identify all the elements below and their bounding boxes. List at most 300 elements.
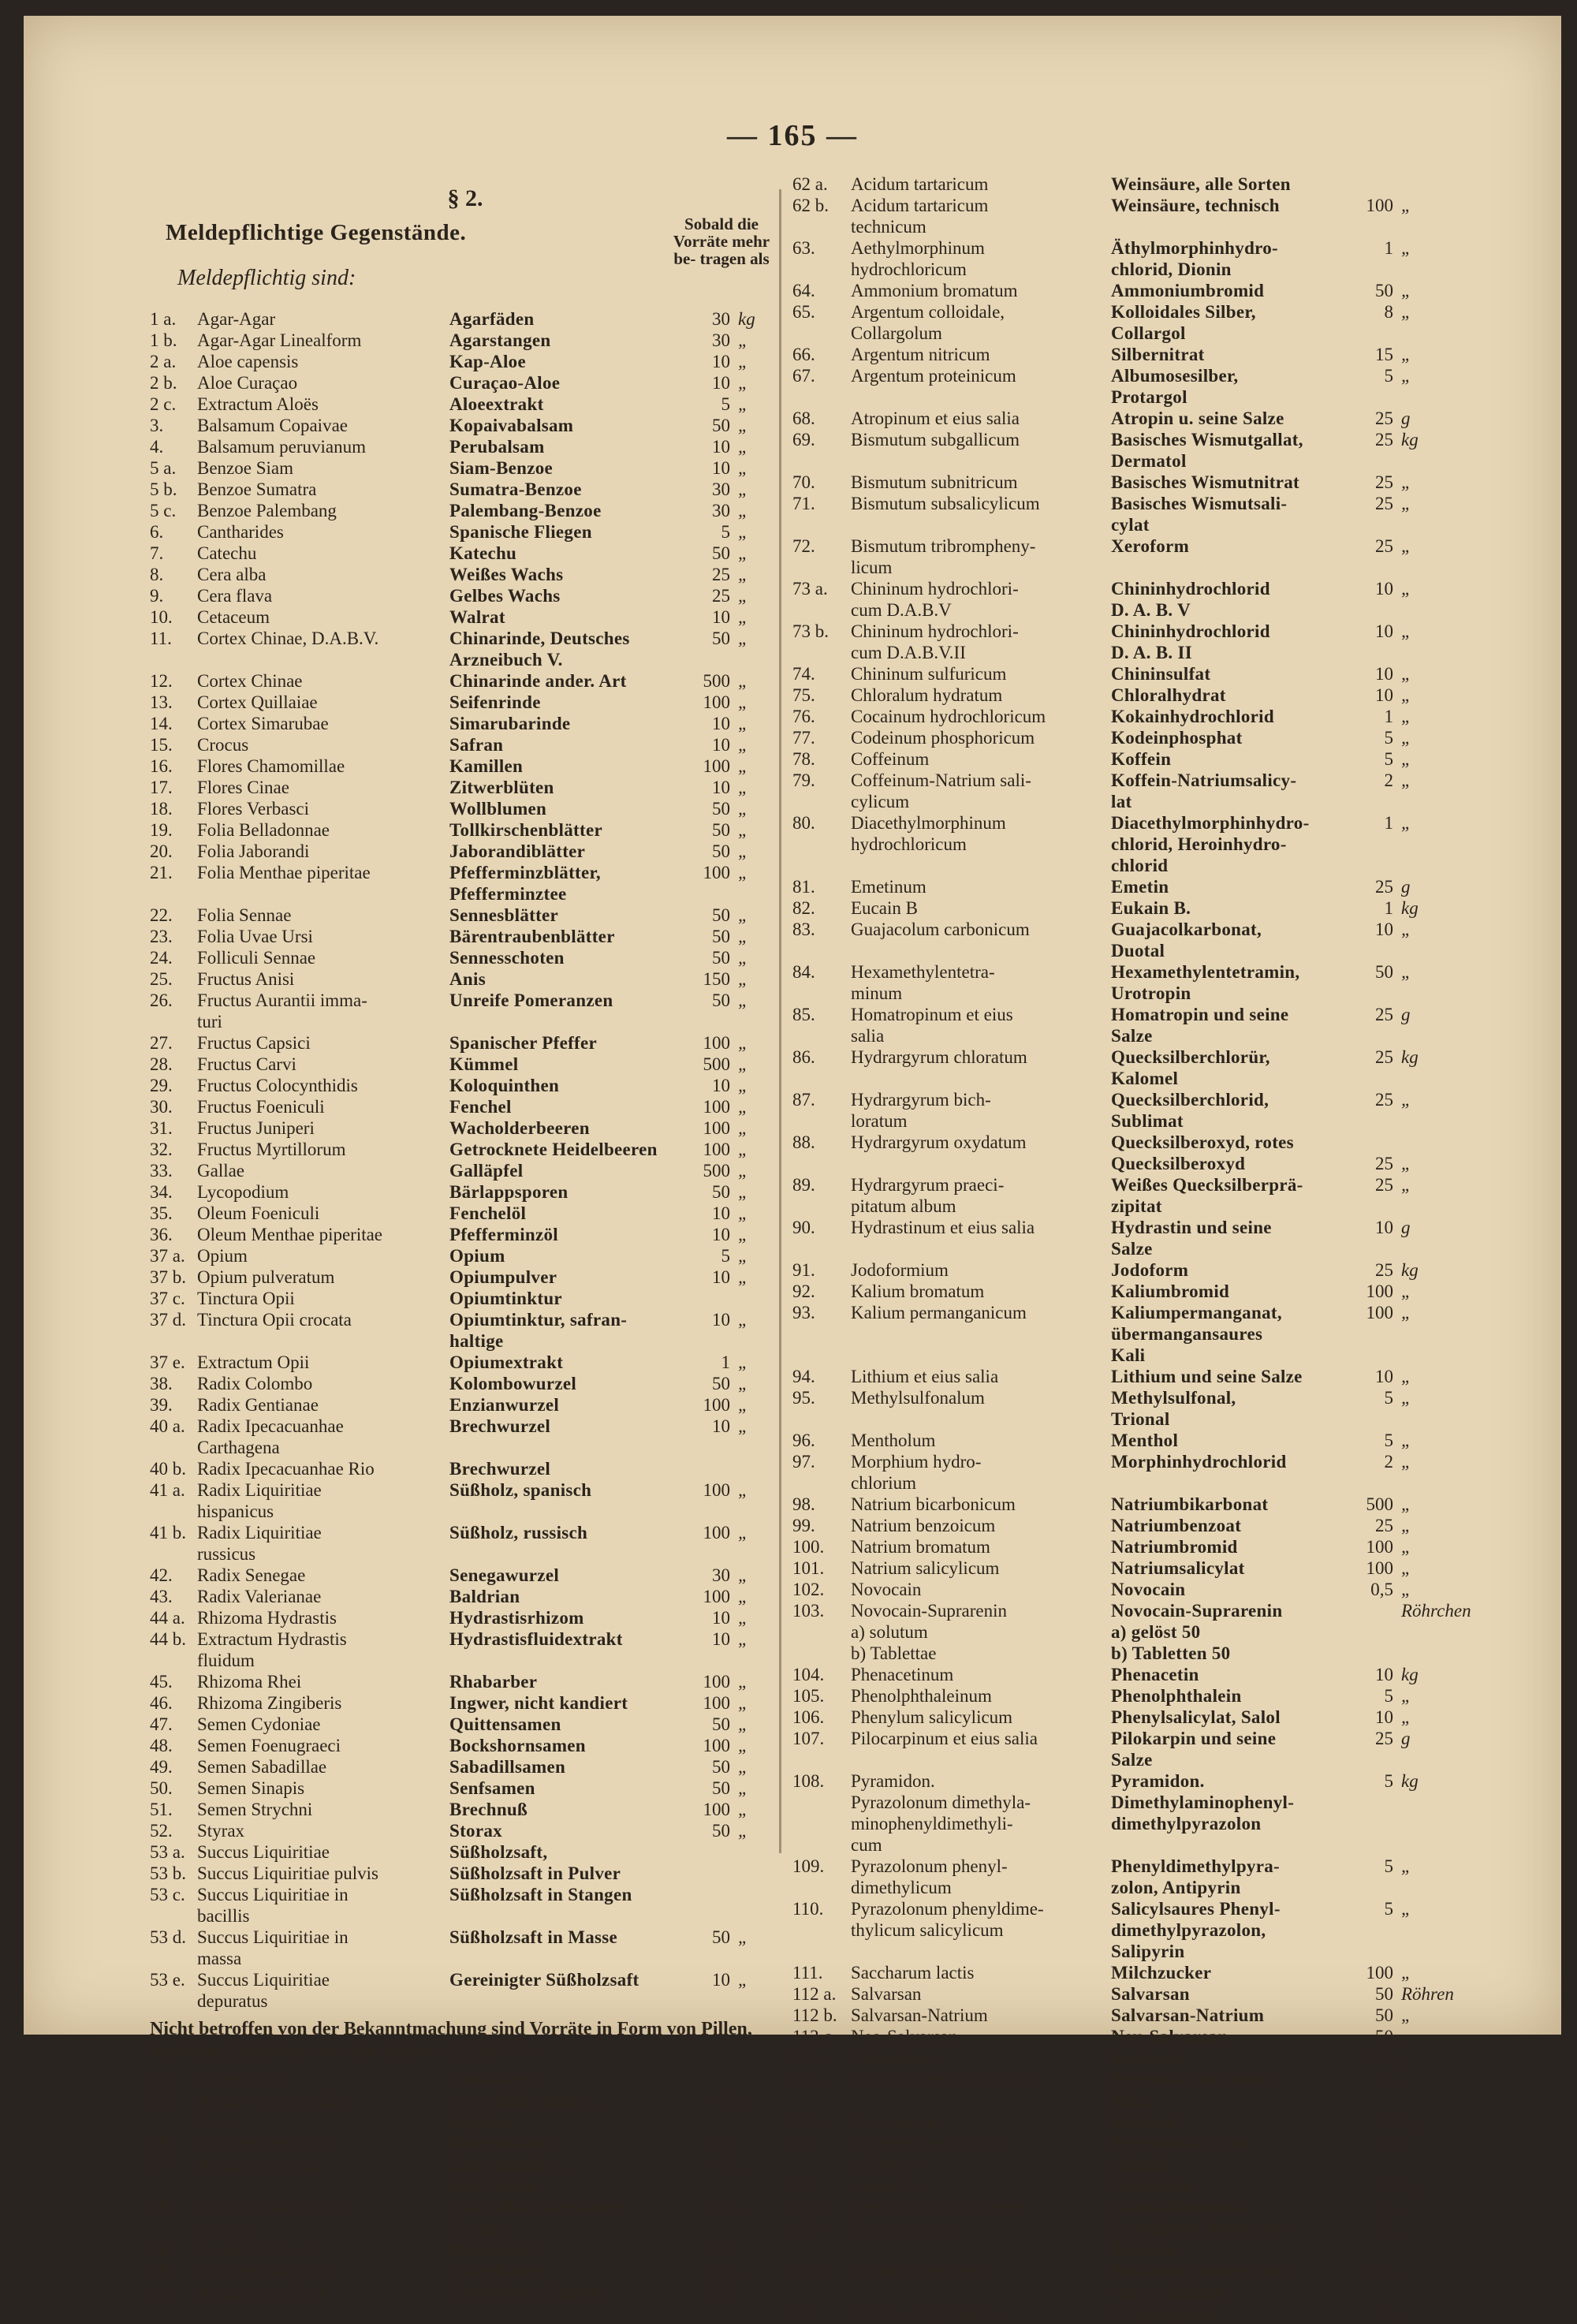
entry-row xyxy=(150,628,781,670)
entry-latin-name: Hydrargyrum praeci- pitatum album xyxy=(851,1175,1005,1216)
entry-row xyxy=(792,2047,1439,2068)
entry-german-name: Spanischer Pfeffer xyxy=(449,1033,598,1053)
entry-quantity: 5 xyxy=(1384,1388,1393,1408)
entry-latin-name: Emetinum xyxy=(851,877,926,897)
entry-unit: g xyxy=(1401,2133,1411,2153)
entry-number: 92. xyxy=(792,1281,815,1301)
section-mark: § 2. xyxy=(447,185,483,211)
entry-row xyxy=(792,1451,1439,1494)
entry-number: 110. xyxy=(792,1899,824,1919)
entry-row xyxy=(150,330,781,351)
entry-row xyxy=(792,1217,1439,1259)
entry-german-name: Quecksilberchlorid, Sublimat xyxy=(1111,1090,1269,1131)
entry-number: 60. xyxy=(150,2261,173,2281)
entry-unit: „ xyxy=(738,735,748,755)
entry-unit: „ xyxy=(1401,1175,1411,1195)
entry-number: 89. xyxy=(792,1175,815,1195)
entry-latin-name: Coffeinum-Natrium sali- cylicum xyxy=(851,770,1031,811)
entry-row xyxy=(792,429,1439,472)
entry-row xyxy=(150,564,781,585)
entry-unit: „ xyxy=(1401,707,1411,726)
entry-number: 81. xyxy=(792,877,815,897)
entry-row xyxy=(150,1565,781,1586)
entry-german-name: Tollkirschenblätter xyxy=(449,820,602,840)
entry-unit: „ xyxy=(1401,920,1411,939)
entry-quantity: 50 xyxy=(712,820,730,840)
entry-german-name: Benzoesäure xyxy=(449,2133,550,2153)
entry-number: 112 b. xyxy=(792,2005,837,2025)
entry-quantity: 1 xyxy=(721,1352,730,1372)
entry-latin-name: Catechu xyxy=(197,543,257,563)
entry-unit: „ xyxy=(1401,1431,1411,1450)
entry-number: 119. xyxy=(792,2218,824,2238)
entry-latin-name: Hydrargyrum chloratum xyxy=(851,1047,1027,1067)
entry-unit: Röhrchen xyxy=(1401,1601,1471,1621)
entry-unit: „ xyxy=(1401,1537,1411,1557)
entry-unit: „ xyxy=(1401,238,1411,258)
document-page xyxy=(24,16,1561,2323)
entry-quantity: 10 xyxy=(1375,2133,1393,2153)
entry-unit: „ xyxy=(738,607,748,627)
entry-latin-name: Hexamethylentetra- minum xyxy=(851,962,995,1003)
entry-german-name: Kokainhydrochlorid xyxy=(1111,707,1274,726)
entry-quantity: 50 xyxy=(712,799,730,819)
entry-number: 44 a. xyxy=(150,1608,185,1628)
entry-german-name: Diacethylmorphinhydro- chlorid, Heroinhydro- chlorid xyxy=(1111,813,1310,875)
entry-german-name: Weinsäure, technisch xyxy=(1111,196,1280,215)
entry-latin-name: Acidum salicylicum xyxy=(197,2261,344,2281)
entry-number: 26. xyxy=(150,990,173,1010)
entry-number: 91. xyxy=(792,1260,815,1280)
entry-german-name: Quecksilberoxyd, rotes xyxy=(1111,1132,1294,1152)
entry-unit: g xyxy=(1401,2048,1411,2068)
entry-german-name: Basisches Wismutnitrat xyxy=(1111,472,1299,492)
entry-latin-name: Tartarus depuratus xyxy=(851,2261,986,2281)
entry-german-name: Fenchelöl xyxy=(449,1203,527,1223)
entry-latin-name: Semen Foenugraeci xyxy=(197,1736,341,1755)
entry-row xyxy=(792,1132,1439,1153)
entry-quantity: 25 xyxy=(1375,877,1393,897)
entry-latin-name: Cortex Chinae, D.A.B.V. xyxy=(197,629,379,648)
entry-number: 32. xyxy=(150,1140,173,1159)
entry-unit: „ xyxy=(738,586,748,606)
entry-number: 23. xyxy=(150,927,173,946)
entry-unit: kg xyxy=(1401,1665,1419,1684)
entry-unit: „ xyxy=(1401,2197,1411,2217)
entry-unit: kg xyxy=(1401,1260,1419,1280)
entry-latin-name: Pilocarpinum et eius salia xyxy=(851,1729,1038,1748)
entry-unit: „ xyxy=(1401,2303,1411,2323)
entry-row xyxy=(150,2132,781,2154)
entry-german-name: Basisches Wismutsali- cylat xyxy=(1111,494,1288,535)
entry-row xyxy=(150,1160,781,1181)
entry-quantity: 5 xyxy=(721,394,730,414)
entry-unit: „ xyxy=(1401,813,1411,833)
entry-german-name: Quittensamen xyxy=(449,1714,561,1734)
entry-german-name: Sennesblätter xyxy=(449,905,559,925)
entry-quantity: 50 xyxy=(712,1778,730,1798)
entry-german-name: Süßholz, russisch xyxy=(449,1523,588,1542)
entry-latin-name: Guajacolum carbonicum xyxy=(851,920,1030,939)
entry-unit: „ xyxy=(1401,1154,1411,1173)
entry-german-name: Phenylsalicylat, Salol xyxy=(1111,1707,1281,1727)
entry-german-name: Salicylsäure xyxy=(449,2261,546,2281)
entry-latin-name: Cocainum hydrochloricum xyxy=(851,707,1046,726)
entry-latin-name: Fructus Myrtillorum xyxy=(197,1140,346,1159)
entry-quantity: 25 xyxy=(712,565,730,584)
entry-german-name: Palembang-Benzoe xyxy=(449,501,602,520)
entry-row xyxy=(792,1302,1439,1366)
entry-quantity: 15 xyxy=(1375,345,1393,364)
entry-row xyxy=(150,585,781,606)
entry-unit: „ xyxy=(1401,685,1411,705)
entry-row xyxy=(150,394,781,415)
entry-number: 103. xyxy=(792,1601,825,1621)
entry-latin-name: Benzoe Palembang xyxy=(197,501,337,520)
entry-german-name: Kopaivabalsam xyxy=(449,416,574,435)
entry-german-name: Enzianwurzel xyxy=(449,1395,560,1415)
entry-number: 27. xyxy=(150,1033,173,1053)
entry-quantity: 1 xyxy=(1384,898,1393,918)
entry-quantity: 10 xyxy=(712,735,730,755)
entry-number: 83. xyxy=(792,920,815,939)
entry-unit: „ xyxy=(738,1416,748,1436)
entry-german-name: Kamillen xyxy=(449,756,524,776)
entry-quantity: 500 xyxy=(1366,1494,1393,1514)
entry-latin-name: Radix Gentianae xyxy=(197,1395,319,1415)
entry-row xyxy=(150,713,781,734)
entry-german-name: Novocain-Suprarenin a) gelöst 50 b) Tabletten 50 xyxy=(1111,1601,1283,1663)
entry-latin-name: Natrium bicarbonicum xyxy=(851,1494,1016,1514)
entry-unit: „ xyxy=(738,629,748,648)
entry-quantity: 100 xyxy=(703,1118,730,1138)
entry-unit: „ xyxy=(738,2261,748,2281)
entry-number: 38. xyxy=(150,1374,173,1393)
entry-german-name: Strychnin und seine Salze xyxy=(1111,2069,1270,2110)
entry-number: 12. xyxy=(150,671,173,691)
entry-unit: „ xyxy=(738,1097,748,1117)
entry-latin-name: Mentholum xyxy=(851,1431,936,1450)
entry-row xyxy=(150,1416,781,1458)
entry-german-name: Menthol xyxy=(1111,1431,1179,1450)
entry-german-name: Santonin xyxy=(1111,2048,1183,2068)
entry-latin-name: Argentum nitricum xyxy=(851,345,990,364)
entry-unit: „ xyxy=(738,692,748,712)
entry-german-name: Walrat xyxy=(449,607,505,627)
entry-quantity: 50 xyxy=(712,629,730,648)
entry-german-name: Rhabarber xyxy=(449,1672,538,1692)
entry-latin-name: Acidum diaethylbarbi- turicum xyxy=(197,2197,362,2238)
entry-row xyxy=(150,1181,781,1203)
entry-german-name: Phenyldimethylpyra- zolon, Antipyrin xyxy=(1111,1856,1280,1897)
entry-row xyxy=(792,1046,1439,1089)
entry-row xyxy=(150,1245,781,1266)
entry-unit: „ xyxy=(738,1225,748,1244)
entry-number: 37 a. xyxy=(150,1246,185,1266)
entry-quantity: 500 xyxy=(703,1054,730,1074)
entry-unit: kg xyxy=(1401,2112,1419,2132)
entry-row xyxy=(150,457,781,479)
entry-quantity: 25 xyxy=(1375,1516,1393,1535)
entry-latin-name: Tinctura Opii crocata xyxy=(197,1310,352,1330)
entry-row xyxy=(792,897,1439,919)
entry-number: 5 b. xyxy=(150,479,177,499)
entry-latin-name: Chloralum hydratum xyxy=(851,685,1003,705)
entry-number: 77. xyxy=(792,728,815,748)
entry-number: 37 b. xyxy=(150,1267,186,1287)
entry-german-name: Terpinhydrat xyxy=(1111,2303,1218,2323)
entry-unit: „ xyxy=(738,671,748,691)
entry-row xyxy=(150,1692,781,1714)
entry-row xyxy=(792,1728,1439,1770)
entry-quantity: 25 xyxy=(1375,494,1393,513)
entry-german-name: Natriumbenzoat xyxy=(1111,1516,1242,1535)
entry-german-name: Seifenrinde xyxy=(449,692,541,712)
entry-row xyxy=(792,2175,1439,2196)
entry-latin-name: Pyramidon. Pyrazolonum dimethyla- minophenyldimethyli- cum xyxy=(851,1771,1031,1855)
entry-latin-name: Radix Senegae xyxy=(197,1565,306,1585)
entry-german-name: Bärlappsporen xyxy=(449,1182,569,1202)
entry-german-name: Basisches Wismutgallat, Dermatol xyxy=(1111,430,1303,471)
entry-number: 79. xyxy=(792,770,815,790)
section-subheading: Meldepflichtig sind: xyxy=(177,266,356,290)
quantity-column-header: Sobald die Vorräte mehr be- tragen als xyxy=(673,214,770,268)
entry-latin-name: Sulfonalum xyxy=(851,2112,936,2132)
entry-number: 17. xyxy=(150,778,173,797)
entry-row xyxy=(150,500,781,521)
entry-quantity: 10 xyxy=(712,1629,730,1649)
entry-row xyxy=(792,301,1439,344)
entry-number: 6. xyxy=(150,522,164,542)
entry-german-name: Senegawurzel xyxy=(449,1565,560,1585)
entry-quantity: 100 xyxy=(703,1033,730,1053)
entry-latin-name: Rhizoma Rhei xyxy=(197,1672,302,1692)
entry-quantity: 5 xyxy=(1384,1899,1393,1919)
entry-unit: „ xyxy=(1401,728,1411,748)
entry-row xyxy=(150,1628,781,1671)
entry-row xyxy=(150,1607,781,1628)
entry-latin-name: Flores Cinae xyxy=(197,778,289,797)
entry-unit: „ xyxy=(738,2197,748,2217)
entry-number: 15. xyxy=(150,735,173,755)
entry-quantity: 100 xyxy=(1366,1558,1393,1578)
entry-number: 5 c. xyxy=(150,501,177,520)
entry-latin-name: Bismutum subgallicum xyxy=(851,430,1020,450)
entry-german-name: Süßholzsaft in Masse xyxy=(449,1927,618,1947)
entry-number: 2 c. xyxy=(150,394,177,414)
entry-row xyxy=(792,535,1439,578)
entry-german-name: Weißes Quecksilberprä- zipitat xyxy=(1111,1175,1303,1216)
entry-number: 20. xyxy=(150,841,173,861)
entry-unit: „ xyxy=(1401,1516,1411,1535)
entry-number: 117. xyxy=(792,2176,824,2195)
entry-row xyxy=(150,1479,781,1522)
entry-unit: g xyxy=(1401,877,1411,897)
entry-german-name: Fenchel xyxy=(449,1097,512,1117)
entry-quantity: 50 xyxy=(1375,1984,1393,2004)
entry-number: 68. xyxy=(792,408,815,428)
entry-german-name: Sabadillsamen xyxy=(449,1757,566,1777)
entry-number: 63. xyxy=(792,238,815,258)
entry-number: 76. xyxy=(792,707,815,726)
entry-german-name: Salvarsan-Natrium xyxy=(1111,2005,1265,2025)
entry-latin-name: Fructus Anisi xyxy=(197,969,295,989)
entry-latin-name: Chininum hydrochlori- cum D.A.B.V.II xyxy=(851,621,1019,662)
entry-number: 105. xyxy=(792,1686,825,1706)
entry-unit: „ xyxy=(738,714,748,733)
entry-german-name: Diäthylbarbitursäure, Veronal xyxy=(449,2197,625,2238)
entry-quantity: 5 xyxy=(1384,1431,1393,1450)
entry-unit: „ xyxy=(738,1118,748,1138)
entry-row xyxy=(150,819,781,841)
entry-row xyxy=(150,755,781,777)
entry-unit: „ xyxy=(1401,2261,1411,2281)
entry-number: 116. xyxy=(792,2133,824,2153)
entry-unit: „ xyxy=(738,948,748,968)
entry-quantity: 8 xyxy=(1384,302,1393,322)
entry-number: 102. xyxy=(792,1580,825,1599)
entry-unit: „ xyxy=(738,1033,748,1053)
entry-latin-name: Novocain xyxy=(851,1580,922,1599)
entry-german-name: Chininsulfat xyxy=(1111,664,1211,684)
entry-latin-name: Flores Verbasci xyxy=(197,799,310,819)
entry-number: 53 e. xyxy=(150,1970,185,1990)
right-entry-list xyxy=(792,173,1471,2324)
entry-row xyxy=(792,1515,1439,1536)
entry-german-name: Gerbsäure, Tannin xyxy=(449,2282,600,2302)
entry-number: 90. xyxy=(792,1218,815,1237)
entry-latin-name: Diacethylmorphinum hydrochloricum xyxy=(851,813,1006,854)
entry-latin-name: Semen Sinapis xyxy=(197,1778,305,1798)
entry-number: 113. xyxy=(792,2048,824,2068)
entry-row xyxy=(150,947,781,968)
entry-german-name: Galläpfel xyxy=(449,1161,524,1181)
entry-unit: „ xyxy=(738,543,748,563)
entry-number: 66. xyxy=(792,345,815,364)
entry-latin-name: Semen Sabadillae xyxy=(197,1757,327,1777)
entry-quantity: 200 xyxy=(1366,2048,1393,2068)
entry-german-name: Senfsamen xyxy=(449,1778,535,1798)
entry-unit: „ xyxy=(1401,1963,1411,1983)
entry-row xyxy=(150,1309,781,1352)
entry-number: 13. xyxy=(150,692,173,712)
entry-number: 64. xyxy=(792,281,815,300)
entry-quantity: 50 xyxy=(1375,281,1393,300)
entry-latin-name: Bismutum tribrompheny- licum xyxy=(851,536,1036,577)
entry-quantity: 10 xyxy=(712,714,730,733)
entry-latin-name: Balsamum Copaivae xyxy=(197,416,348,435)
entry-row xyxy=(150,1820,781,1841)
entry-unit: „ xyxy=(1401,664,1411,684)
entry-row xyxy=(792,1983,1454,2005)
entry-latin-name: Rhizoma Zingiberis xyxy=(197,1693,342,1713)
entry-quantity: 5 xyxy=(1384,1686,1393,1706)
entry-latin-name: Extractum Opii xyxy=(197,1352,310,1372)
entry-german-name: Milchzucker xyxy=(1111,1963,1212,1983)
entry-quantity: 50 xyxy=(712,927,730,946)
entry-quantity: 100 xyxy=(703,1800,730,1819)
entry-quantity: 0,5 xyxy=(1370,1580,1393,1599)
entry-quantity: 10 xyxy=(712,2091,730,2110)
entry-number: 58. xyxy=(150,2197,173,2217)
entry-quantity: 500 xyxy=(703,671,730,691)
entry-unit: „ xyxy=(738,565,748,584)
entry-unit: „ xyxy=(1401,579,1411,599)
entry-quantity: 50 xyxy=(1375,962,1393,982)
entry-latin-name: Methylsulfonalum xyxy=(851,1388,985,1408)
entry-latin-name: Bismutum subsalicylicum xyxy=(851,494,1040,513)
entry-latin-name: Suprareninum hydro- chlorium xyxy=(851,2133,1007,2174)
entry-unit: „ xyxy=(738,2282,748,2302)
entry-unit: „ xyxy=(738,416,748,435)
entry-unit: „ xyxy=(738,820,748,840)
left-entry-list xyxy=(150,308,781,2012)
entry-quantity: 100 xyxy=(1366,1963,1393,1983)
entry-number: 44 b. xyxy=(150,1629,186,1649)
entry-row xyxy=(792,1153,1439,1174)
entry-number: 41 a. xyxy=(150,1480,185,1500)
entry-row xyxy=(150,1863,781,1884)
entry-row xyxy=(792,1174,1439,1217)
entry-unit: „ xyxy=(1401,621,1411,641)
entry-latin-name: Radix Ipecacuanhae Carthagena xyxy=(197,1416,344,1457)
entry-unit: „ xyxy=(1401,770,1411,790)
entry-german-name: Quecksilberoxyd xyxy=(1111,1154,1246,1173)
entry-number: 97. xyxy=(792,1452,815,1472)
entry-quantity: 30 xyxy=(712,330,730,350)
entry-german-name: Homatropin und seine Salze xyxy=(1111,1005,1289,1046)
entry-unit: kg xyxy=(1401,1047,1419,1067)
entry-unit: „ xyxy=(738,1310,748,1330)
entry-row xyxy=(150,1054,781,1075)
entry-quantity: 50 xyxy=(712,841,730,861)
entry-number: 35. xyxy=(150,1203,173,1223)
entry-latin-name: Natrium bromatum xyxy=(851,1537,990,1557)
entry-unit: „ xyxy=(738,1480,748,1500)
entry-german-name: Chinarinde, Deutsches Arzneibuch V. xyxy=(449,629,630,670)
entry-row xyxy=(792,621,1439,663)
entry-german-name: Katechu xyxy=(449,543,517,563)
entry-german-name: Salvarsan xyxy=(1111,1984,1190,2004)
entry-unit: „ xyxy=(1401,1367,1411,1386)
entry-unit: „ xyxy=(1401,1686,1411,1706)
entry-german-name: Süßholz, spanisch xyxy=(449,1480,592,1500)
entry-latin-name: Radix Liquiritiae hispanicus xyxy=(197,1480,322,1521)
entry-latin-name: Cortex Chinae xyxy=(197,671,303,691)
entry-row xyxy=(792,1536,1439,1557)
entry-unit: „ xyxy=(738,1757,748,1777)
entry-quantity: 50 xyxy=(712,990,730,1010)
entry-row xyxy=(150,415,781,436)
entry-german-name: Kaliumbromid xyxy=(1111,1281,1230,1301)
entry-number: 59. xyxy=(150,2240,173,2259)
entry-quantity: 100 xyxy=(703,756,730,776)
entry-latin-name: Argentum proteinicum xyxy=(851,366,1016,386)
entry-unit: „ xyxy=(738,1395,748,1415)
entry-latin-name: Balsamum peruvianum xyxy=(197,437,366,457)
entry-german-name: Tannalbin xyxy=(1111,2176,1192,2195)
entry-latin-name: Phenolphthaleinum xyxy=(851,1686,992,1706)
entry-quantity: 25 xyxy=(1375,430,1393,450)
entry-unit: „ xyxy=(1401,1303,1411,1322)
entry-latin-name: Fructus Capsici xyxy=(197,1033,311,1053)
entry-row xyxy=(792,727,1439,748)
entry-number: 2 a. xyxy=(150,352,177,371)
entry-quantity: 1 xyxy=(1384,813,1393,833)
entry-latin-name: Folia Menthae piperitae xyxy=(197,863,371,882)
entry-number: 73 b. xyxy=(792,621,829,641)
entry-number: 41 b. xyxy=(150,1523,186,1542)
